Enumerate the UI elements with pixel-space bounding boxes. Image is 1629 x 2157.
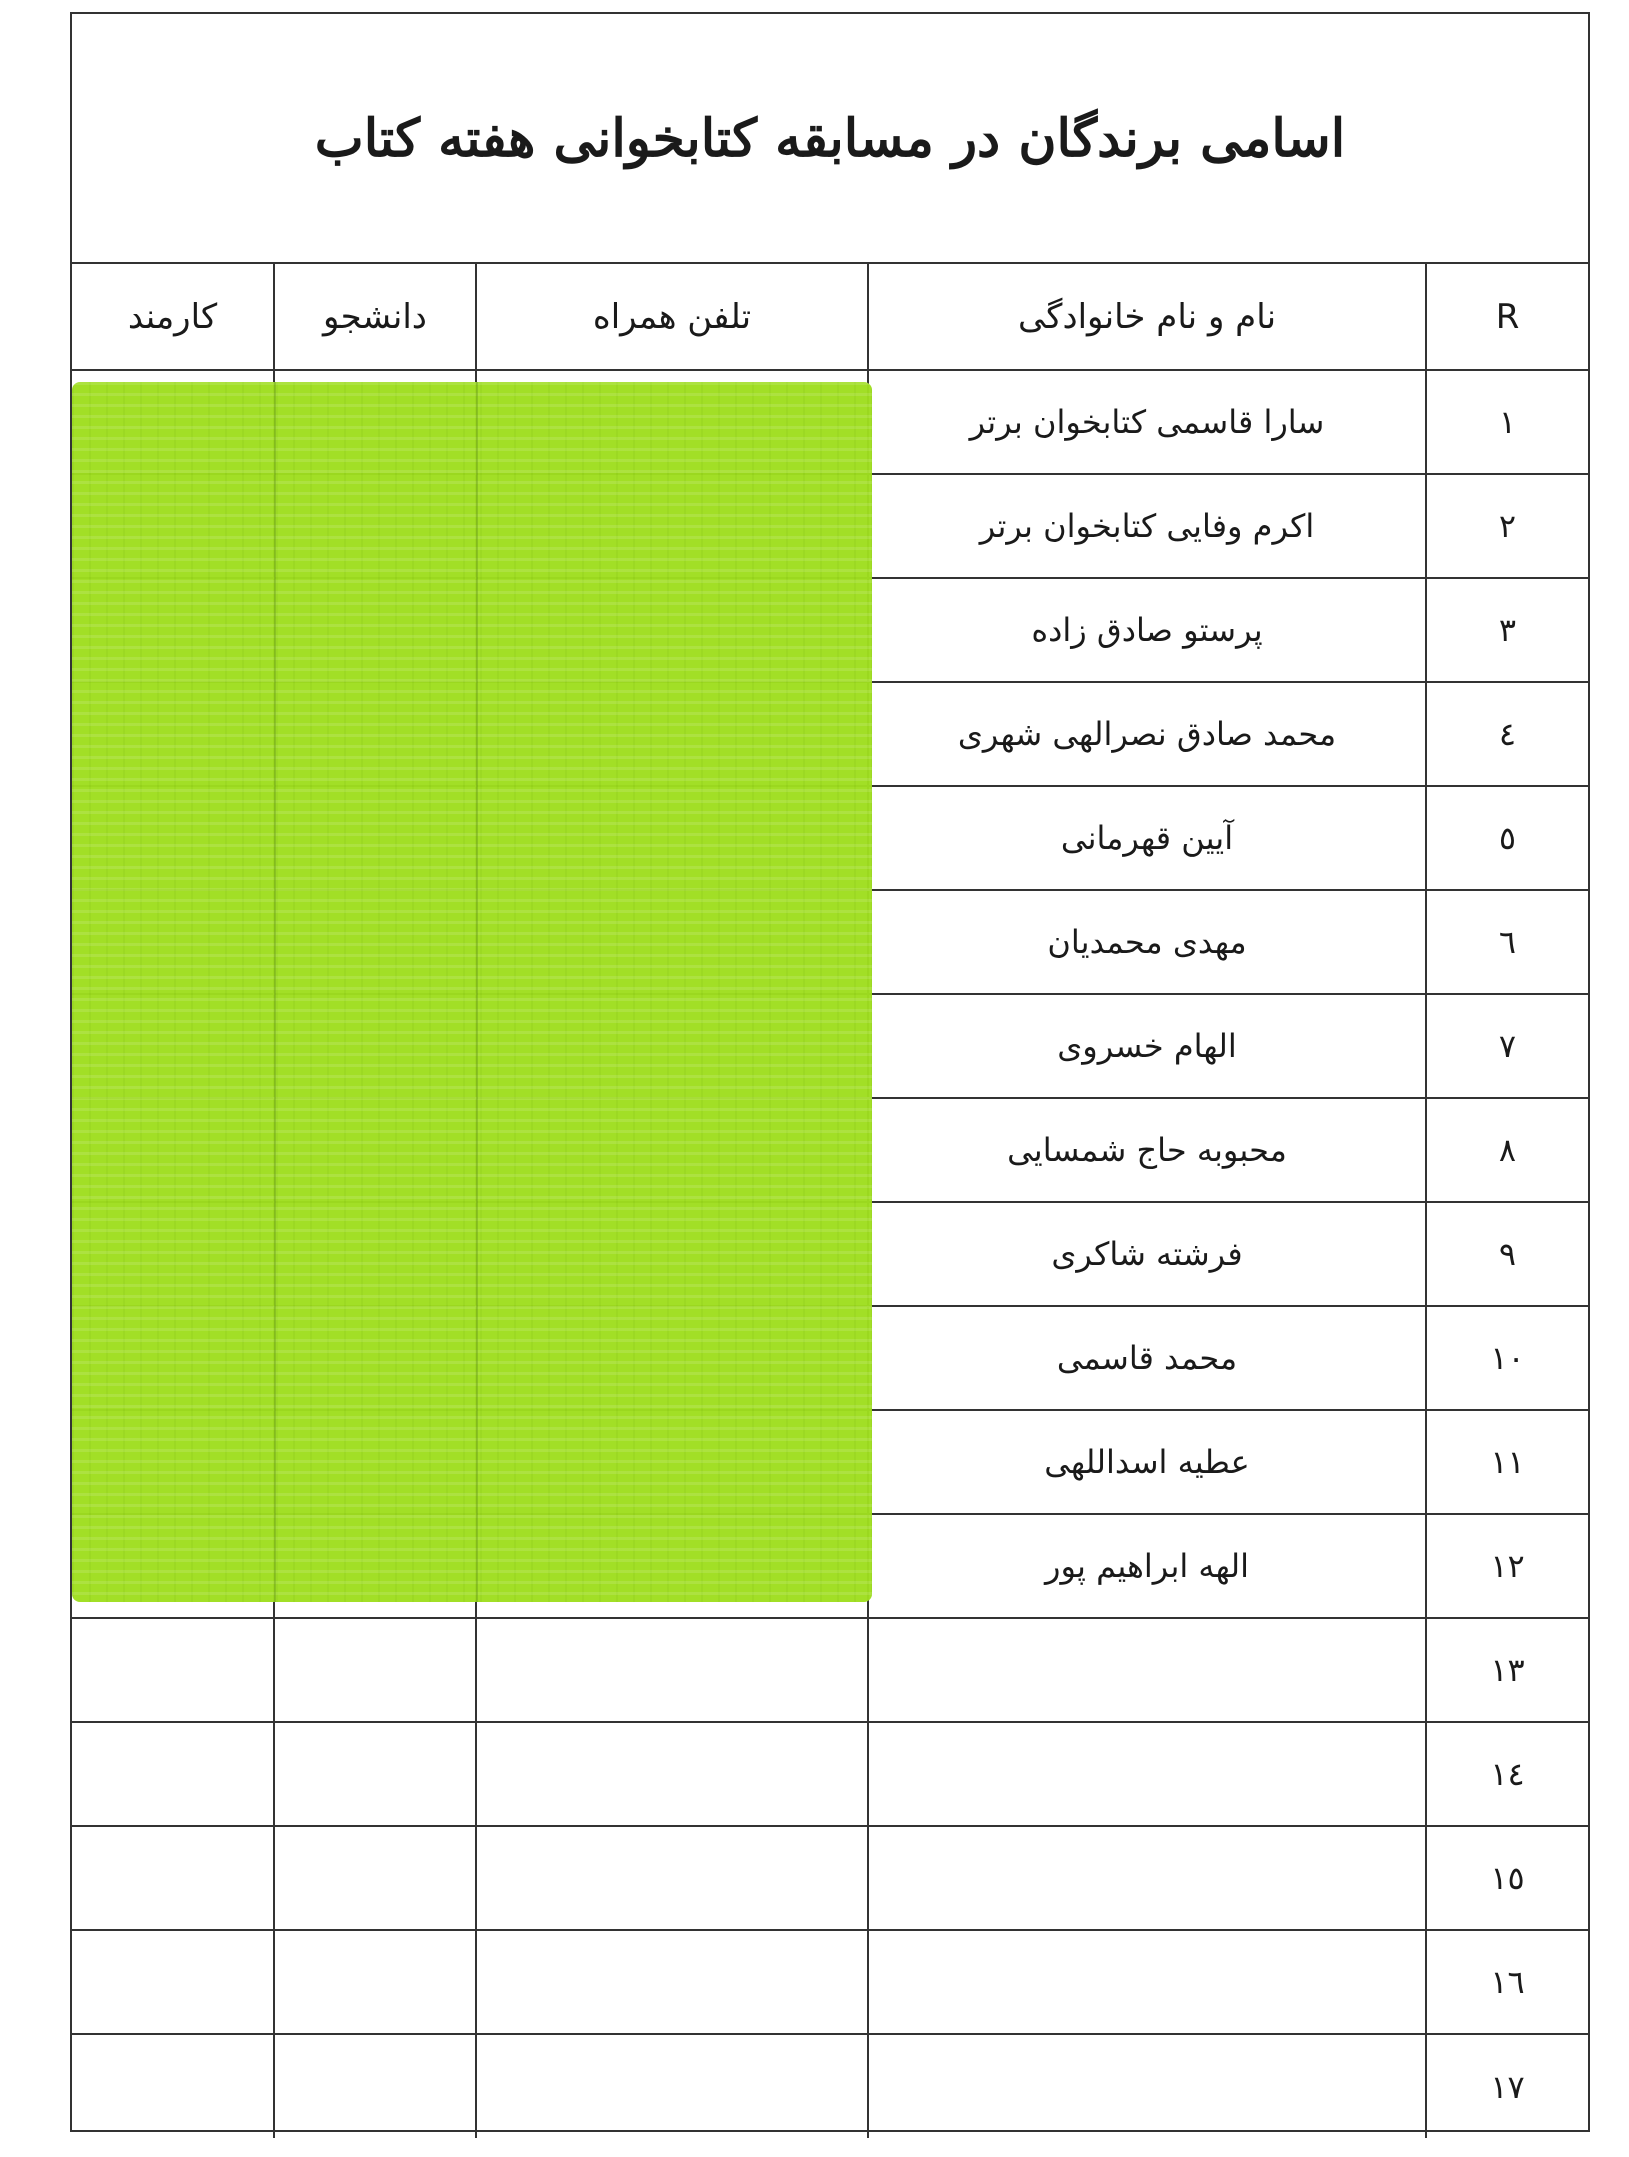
row-student: [274, 1618, 476, 1722]
row-name: اکرم وفایی کتابخوان برتر: [868, 474, 1426, 578]
table-row: [72, 1722, 1588, 1826]
row-number: ٦: [1426, 890, 1588, 994]
row-staff: [72, 1826, 274, 1930]
row-number: ١٦: [1426, 1930, 1588, 2034]
row-number: ٩: [1426, 1202, 1588, 1306]
header-staff: کارمند: [72, 264, 274, 370]
row-student: [274, 1722, 476, 1826]
redaction-column-seam: [274, 382, 276, 1602]
row-number: ٥: [1426, 786, 1588, 890]
row-number: ١٧: [1426, 2034, 1588, 2138]
row-phone: [476, 1930, 868, 2034]
row-number: ٢: [1426, 474, 1588, 578]
row-number: ٨: [1426, 1098, 1588, 1202]
row-number: ١٥: [1426, 1826, 1588, 1930]
row-name: فرشته شاکری: [868, 1202, 1426, 1306]
row-phone: [476, 1826, 868, 1930]
row-name: الهه ابراهیم پور: [868, 1514, 1426, 1618]
row-name: عطیه اسداللهی: [868, 1410, 1426, 1514]
row-name: محبوبه حاج شمسایی: [868, 1098, 1426, 1202]
row-student: [274, 1930, 476, 2034]
table-row: [72, 2034, 1588, 2138]
row-name: پرستو صادق زاده: [868, 578, 1426, 682]
row-number: ١٣: [1426, 1618, 1588, 1722]
row-name: [868, 1826, 1426, 1930]
row-number: ٤: [1426, 682, 1588, 786]
row-name: آیین قهرمانی: [868, 786, 1426, 890]
header-name: نام و نام خانوادگی: [868, 264, 1426, 370]
row-name: محمد قاسمی: [868, 1306, 1426, 1410]
row-name: مهدی محمدیان: [868, 890, 1426, 994]
row-name: سارا قاسمی کتابخوان برتر: [868, 370, 1426, 474]
row-number: ١٠: [1426, 1306, 1588, 1410]
row-phone: [476, 1618, 868, 1722]
row-name: [868, 1930, 1426, 2034]
row-staff: [72, 1930, 274, 2034]
row-name: [868, 1618, 1426, 1722]
row-name: الهام خسروی: [868, 994, 1426, 1098]
table-row: [72, 1930, 1588, 2034]
row-phone: [476, 1722, 868, 1826]
header-num: R: [1426, 264, 1588, 370]
row-student: [274, 2034, 476, 2138]
title-box: [72, 14, 1588, 264]
row-staff: [72, 1722, 274, 1826]
header-student: دانشجو: [274, 264, 476, 370]
header-phone: تلفن همراه: [476, 264, 868, 370]
redaction-column-seam: [476, 382, 478, 1602]
row-staff: [72, 2034, 274, 2138]
table-row: [72, 1826, 1588, 1930]
row-staff: [72, 1618, 274, 1722]
row-number: ١٢: [1426, 1514, 1588, 1618]
row-name: محمد صادق نصرالهی شهری: [868, 682, 1426, 786]
row-number: ١١: [1426, 1410, 1588, 1514]
row-number: ١: [1426, 370, 1588, 474]
page-title: اسامی برندگان در مسابقه کتابخوانی هفته کتاب: [314, 107, 1346, 169]
row-number: ٧: [1426, 994, 1588, 1098]
row-phone: [476, 2034, 868, 2138]
redaction-overlay: [72, 382, 872, 1602]
row-student: [274, 1826, 476, 1930]
row-name: [868, 1722, 1426, 1826]
row-number: ٣: [1426, 578, 1588, 682]
row-number: ١٤: [1426, 1722, 1588, 1826]
table-row: [72, 1618, 1588, 1722]
table-header-row: [72, 264, 1588, 370]
row-name: [868, 2034, 1426, 2138]
